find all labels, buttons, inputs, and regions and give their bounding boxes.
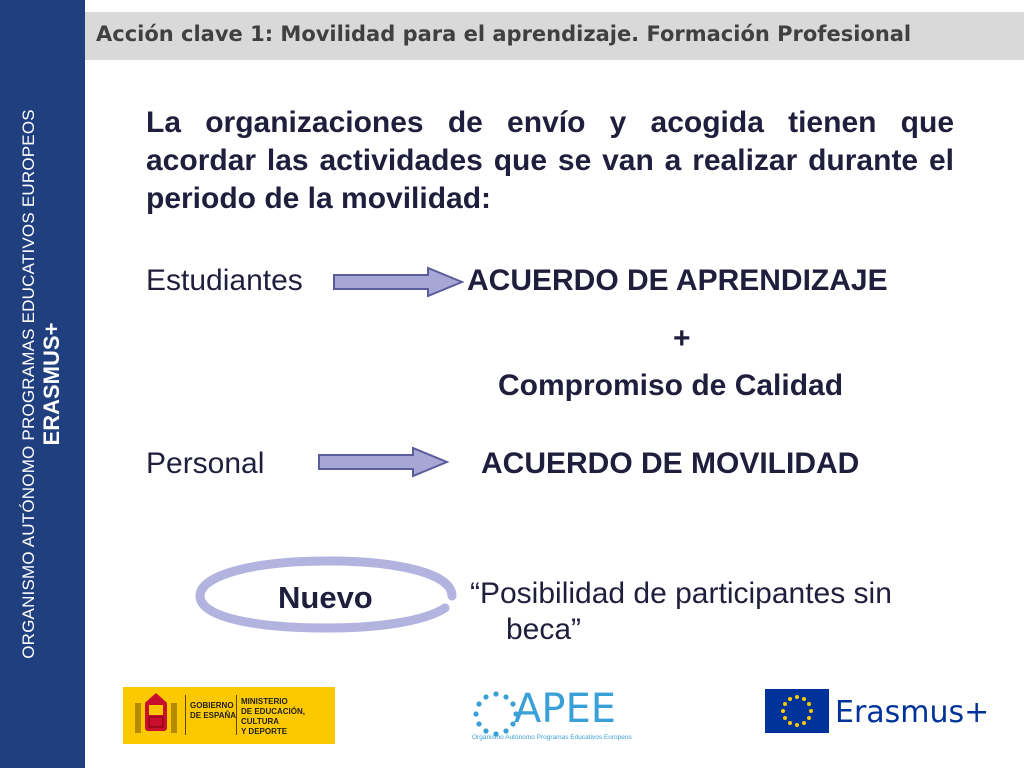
- intro-paragraph: La organizaciones de envío y acogida tienen que acordar las actividades que se van a realizar durante el periodo de la movilidad:: [146, 106, 954, 215]
- ministerio-line-2: DE EDUCACIÓN, CULTURA: [241, 707, 306, 726]
- apee-logo: [470, 688, 650, 744]
- note-line-2: beca”: [506, 613, 582, 646]
- note-text: [470, 576, 970, 648]
- gobierno-line-1: GOBIERNO: [190, 701, 234, 710]
- apee-subtitle: Organismo Autónomo Programas Educativos Europeos: [472, 734, 632, 741]
- mobility-agreement-label: ACUERDO DE MOVILIDAD: [481, 447, 860, 480]
- staff-label: Personal: [146, 447, 265, 480]
- ministerio-line-3: Y DEPORTE: [241, 727, 288, 736]
- ministerio-line-1: MINISTERIO: [241, 697, 288, 706]
- arrow-right-icon: [332, 266, 464, 298]
- sidebar-band: [0, 0, 85, 768]
- sidebar-text: [19, 4, 65, 764]
- gobierno-line-2: DE ESPAÑA: [190, 711, 237, 720]
- erasmus-wordmark: Erasmus+: [835, 695, 990, 730]
- erasmus-logo: [765, 687, 990, 737]
- plus-sign: +: [673, 322, 691, 355]
- government-logo: [123, 687, 335, 744]
- apee-wordmark: APEE: [514, 686, 617, 732]
- arrow-right-icon: [317, 446, 449, 478]
- students-label: Estudiantes: [146, 264, 303, 297]
- star-circle-icon: [472, 690, 520, 738]
- page-title: Acción clave 1: Movilidad para el aprendizaje. Formación Profesional: [96, 22, 912, 46]
- sidebar-organism-name: ORGANISMO AUTÓNOMO PROGRAMAS EDUCATIVOS EUROPEOS: [19, 109, 38, 659]
- learning-agreement-label: ACUERDO DE APRENDIZAJE: [467, 264, 888, 297]
- eu-flag-icon: [765, 689, 829, 733]
- note-line-1: “Posibilidad de participantes sin: [470, 577, 892, 610]
- quality-commitment-label: Compromiso de Calidad: [498, 369, 844, 402]
- sidebar-erasmus-label: ERASMUS+: [39, 322, 64, 446]
- new-label: Nuevo: [278, 580, 373, 615]
- coat-of-arms-icon: [131, 691, 181, 741]
